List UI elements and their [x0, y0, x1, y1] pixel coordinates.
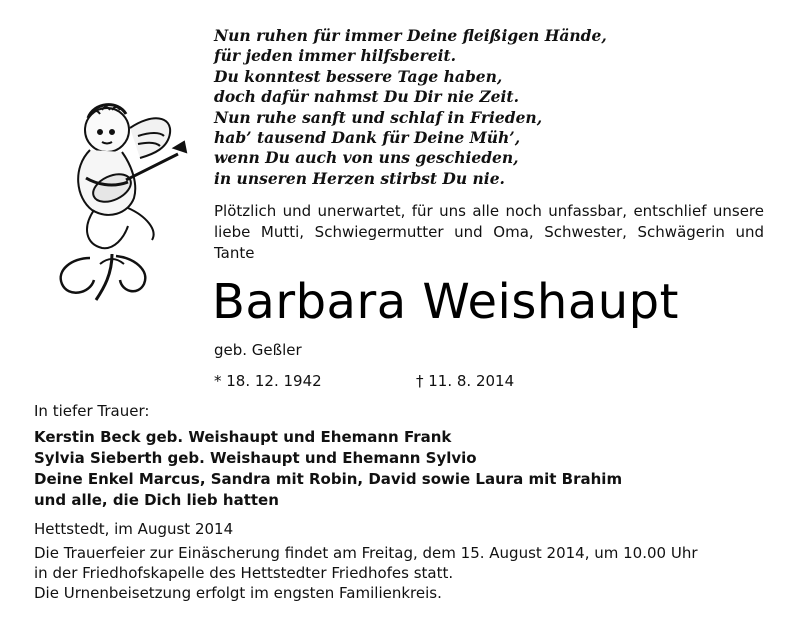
poem-line: in unseren Herzen stirbst Du nie. [214, 168, 505, 188]
notice-line: Die Trauerfeier zur Einäscherung findet am Freitag, dem 15. August 2014, um 10.00 Uhr [34, 544, 698, 562]
poem-line: hab’ tausend Dank für Deine Müh’, [214, 128, 521, 148]
mourner-line: Kerstin Beck geb. Weishaupt und Ehemann Frank [34, 428, 452, 446]
poem [214, 26, 774, 189]
birth-date: * 18. 12. 1942 [214, 372, 322, 390]
intro-text: Plötzlich und unerwartet, für uns alle noch unfassbar, entschlief unsere liebe Mutti, Schwiegermutter und Oma, Schwester, Schwägerin und Tante [214, 202, 764, 262]
grief-label: In tiefer Trauer: [34, 402, 150, 420]
cherub-with-lute-icon [42, 88, 192, 308]
deceased-name: Barbara Weishaupt [212, 274, 679, 330]
mourner-line: und alle, die Dich lieb hatten [34, 491, 279, 509]
place-date: Hettstedt, im August 2014 [34, 520, 234, 538]
poem-line: wenn Du auch von uns geschieden, [214, 148, 519, 168]
funeral-notice [34, 543, 698, 603]
poem-line: Du konntest bessere Tage haben, [214, 66, 503, 86]
death-date: † 11. 8. 2014 [416, 372, 515, 390]
mourner-line: Sylvia Sieberth geb. Weishaupt und Ehemann Sylvio [34, 449, 477, 467]
notice-line: Die Urnenbeisetzung erfolgt im engsten Familienkreis. [34, 584, 442, 602]
poem-line: doch dafür nahmst Du Dir nie Zeit. [214, 87, 519, 107]
poem-line: Nun ruhe sanft und schlaf in Frieden, [214, 107, 543, 127]
maiden-name: geb. Geßler [214, 341, 302, 359]
poem-line: Nun ruhen für immer Deine fleißigen Hände, [214, 26, 607, 45]
notice-line: in der Friedhofskapelle des Hettstedter Friedhofes statt. [34, 564, 454, 582]
mourner-line: Deine Enkel Marcus, Sandra mit Robin, David sowie Laura mit Brahim [34, 470, 623, 488]
poem-line: für jeden immer hilfsbereit. [214, 46, 457, 66]
mourners-list [34, 427, 622, 511]
